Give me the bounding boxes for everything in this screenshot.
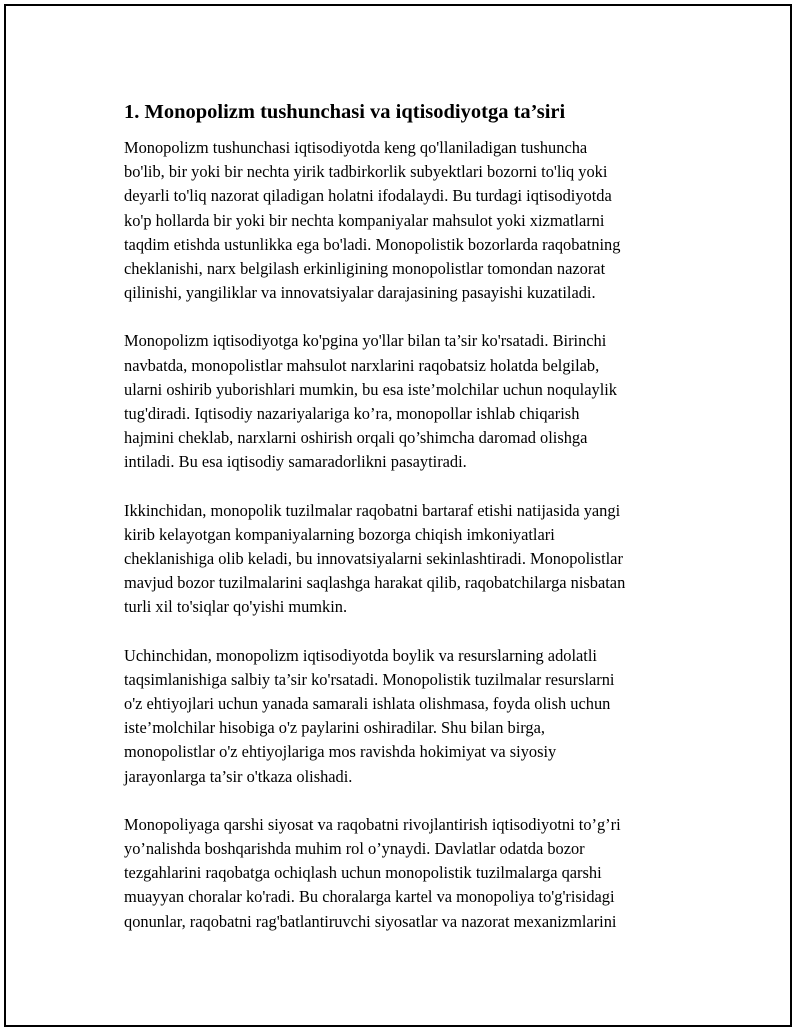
paragraph	[124, 136, 694, 305]
section-heading: 1. Monopolizm tushunchasi va iqtisodiyotga ta’siri	[124, 101, 566, 123]
paragraph-line: kirib kelayotgan kompaniyalarning bozorga chiqish imkoniyatlari	[124, 524, 555, 544]
paragraph-line: iste’molchilar hisobiga o'z paylarini oshiradilar. Shu bilan birga,	[124, 718, 545, 738]
paragraphs-container	[124, 136, 694, 934]
paragraph	[124, 499, 694, 620]
paragraph-line: Monopoliyaga qarshi siyosat va raqobatni rivojlantirish iqtisodiyotni to’g’ri	[124, 814, 621, 834]
document-page	[4, 4, 792, 1027]
document-body	[124, 98, 694, 958]
paragraph-line: taqdim etishda ustunlikka ega bo'ladi. Monopolistik bozorlarda raqobatning	[124, 234, 621, 254]
paragraph-line: ko'p hollarda bir yoki bir nechta kompaniyalar mahsulot yoki xizmatlarni	[124, 210, 605, 230]
paragraph-line: mavjud bozor tuzilmalarini saqlashga harakat qilib, raqobatchilarga nisbatan	[124, 573, 626, 593]
paragraph-line: taqsimlanishiga salbiy ta’sir ko'rsatadi. Monopolistik tuzilmalar resurslarni	[124, 669, 615, 689]
paragraph-line: turli xil to'siqlar qo'yishi mumkin.	[124, 597, 348, 617]
paragraph-line: Ikkinchidan, monopolik tuzilmalar raqobatni bartaraf etishi natijasida yangi	[124, 500, 621, 520]
paragraph-line: cheklanishi, narx belgilash erkinligining monopolistlar tomondan nazorat	[124, 259, 606, 279]
paragraph-line: o'z ehtiyojlari uchun yanada samarali ishlata olishmasa, foyda olish uchun	[124, 694, 611, 714]
paragraph-line: intiladi. Bu esa iqtisodiy samaradorlikni pasaytiradi.	[124, 452, 467, 472]
paragraph-line: cheklanishiga olib keladi, bu innovatsiyalarni sekinlashtiradi. Monopolistlar	[124, 549, 623, 569]
paragraph-line: Uchinchidan, monopolizm iqtisodiyotda boylik va resurslarning adolatli	[124, 645, 597, 665]
paragraph-line: hajmini cheklab, narxlarni oshirish orqali qo’shimcha daromad olishga	[124, 428, 588, 448]
paragraph-line: yo’nalishda boshqarishda muhim rol o’ynaydi. Davlatlar odatda bozor	[124, 839, 585, 859]
paragraph-line: muayyan choralar ko'radi. Bu choralarga kartel va monopoliya to'g'risidagi	[124, 887, 615, 907]
paragraph-line: tezgahlarini raqobatga ochiqlash uchun monopolistik tuzilmalarga qarshi	[124, 863, 602, 883]
paragraph-line: qilinishi, yangiliklar va innovatsiyalar darajasining pasayishi kuzatiladi.	[124, 283, 596, 303]
paragraph-line: navbatda, monopolistlar mahsulot narxlarini raqobatsiz holatda belgilab,	[124, 355, 600, 375]
paragraph	[124, 644, 694, 789]
paragraph	[124, 329, 694, 474]
paragraph-line: ularni oshirib yuborishlari mumkin, bu esa iste’molchilar uchun noqulaylik	[124, 379, 617, 399]
paragraph-line: deyarli to'liq nazorat qiladigan holatni ifodalaydi. Bu turdagi iqtisodiyotda	[124, 186, 612, 206]
paragraph	[124, 813, 694, 934]
paragraph-line: qonunlar, raqobatni rag'batlantiruvchi siyosatlar va nazorat mexanizmlarini	[124, 911, 617, 931]
paragraph-line: Monopolizm tushunchasi iqtisodiyotda keng qo'llaniladigan tushuncha	[124, 138, 588, 157]
paragraph-line: tug'diradi. Iqtisodiy nazariyalariga ko’ra, monopollar ishlab chiqarish	[124, 404, 580, 424]
paragraph-line: Monopolizm iqtisodiyotga ko'pgina yo'llar bilan ta’sir ko'rsatadi. Birinchi	[124, 331, 607, 351]
paragraph-line: bo'lib, bir yoki bir nechta yirik tadbirkorlik subyektlari bozorni to'liq yoki	[124, 162, 608, 182]
paragraph-line: monopolistlar o'z ehtiyojlariga mos ravishda hokimiyat va siyosiy	[124, 742, 557, 762]
paragraph-line: jarayonlarga ta’sir o'tkaza olishadi.	[124, 766, 353, 786]
